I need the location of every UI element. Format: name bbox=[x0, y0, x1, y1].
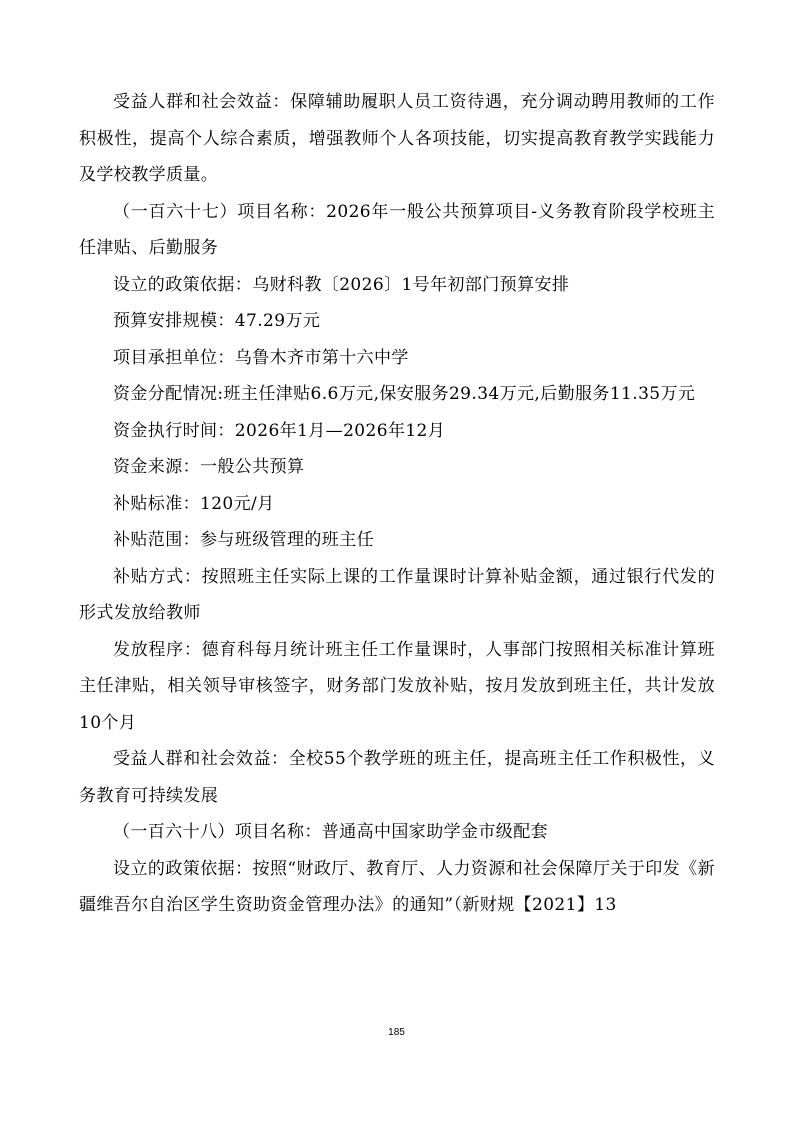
paragraph-subsidy-method: 补贴方式：按照班主任实际上课的工作量课时计算补贴金额，通过银行代发的形式发放给教师 bbox=[79, 566, 715, 623]
paragraph-project-167-title: （一百六十七）项目名称：2026年一般公共预算项目-义务教育阶段学校班主任津贴、后勤服务 bbox=[79, 201, 715, 258]
document-body bbox=[79, 84, 715, 924]
paragraph-policy-basis-168: 设立的政策依据：按照“财政厅、教育厅、人力资源和社会保障厅关于印发《新疆维吾尔自治区学生资助资金管理办法》的通知”（新财规【2021】13 bbox=[79, 858, 715, 915]
paragraph-project-168-title: （一百六十八）项目名称：普通高中国家助学金市级配套 bbox=[113, 822, 548, 842]
paragraph-subsidy-standard: 补贴标准：120元/月 bbox=[113, 493, 275, 514]
paragraph-execution-time: 资金执行时间：2026年1月—2026年12月 bbox=[113, 420, 446, 441]
paragraph-budget-scale: 预算安排规模：47.29万元 bbox=[113, 311, 321, 331]
paragraph-distribution-procedure: 发放程序：德育科每月统计班主任工作量课时，人事部门按照相关标准计算班主任津贴，相关领导审核签字，财务部门发放补贴，按月发放到班主任，共计发放10个月 bbox=[79, 639, 715, 733]
paragraph-beneficiaries: 受益人群和社会效益：全校55个教学班的班主任，提高班主任工作积极性，义务教育可持续发展 bbox=[79, 749, 715, 806]
paragraph-fund-source: 资金来源：一般公共预算 bbox=[113, 457, 305, 477]
paragraph-fund-allocation: 资金分配情况:班主任津贴6.6万元,保安服务29.34万元,后勤服务11.35万元 bbox=[113, 384, 696, 404]
paragraph-policy-basis: 设立的政策依据：乌财科教〔2026〕1号年初部门预算安排 bbox=[113, 274, 570, 295]
paragraph-beneficiaries-previous: 受益人群和社会效益：保障辅助履职人员工资待遇，充分调动聘用教师的工作积极性，提高个人综合素质，增强教师个人各项技能，切实提高教育教学实践能力及学校教学质量。 bbox=[79, 92, 715, 185]
paragraph-subsidy-scope: 补贴范围：参与班级管理的班主任 bbox=[113, 530, 374, 550]
page-number: 185 bbox=[388, 1027, 405, 1038]
paragraph-undertaking-unit: 项目承担单位：乌鲁木齐市第十六中学 bbox=[113, 347, 409, 368]
